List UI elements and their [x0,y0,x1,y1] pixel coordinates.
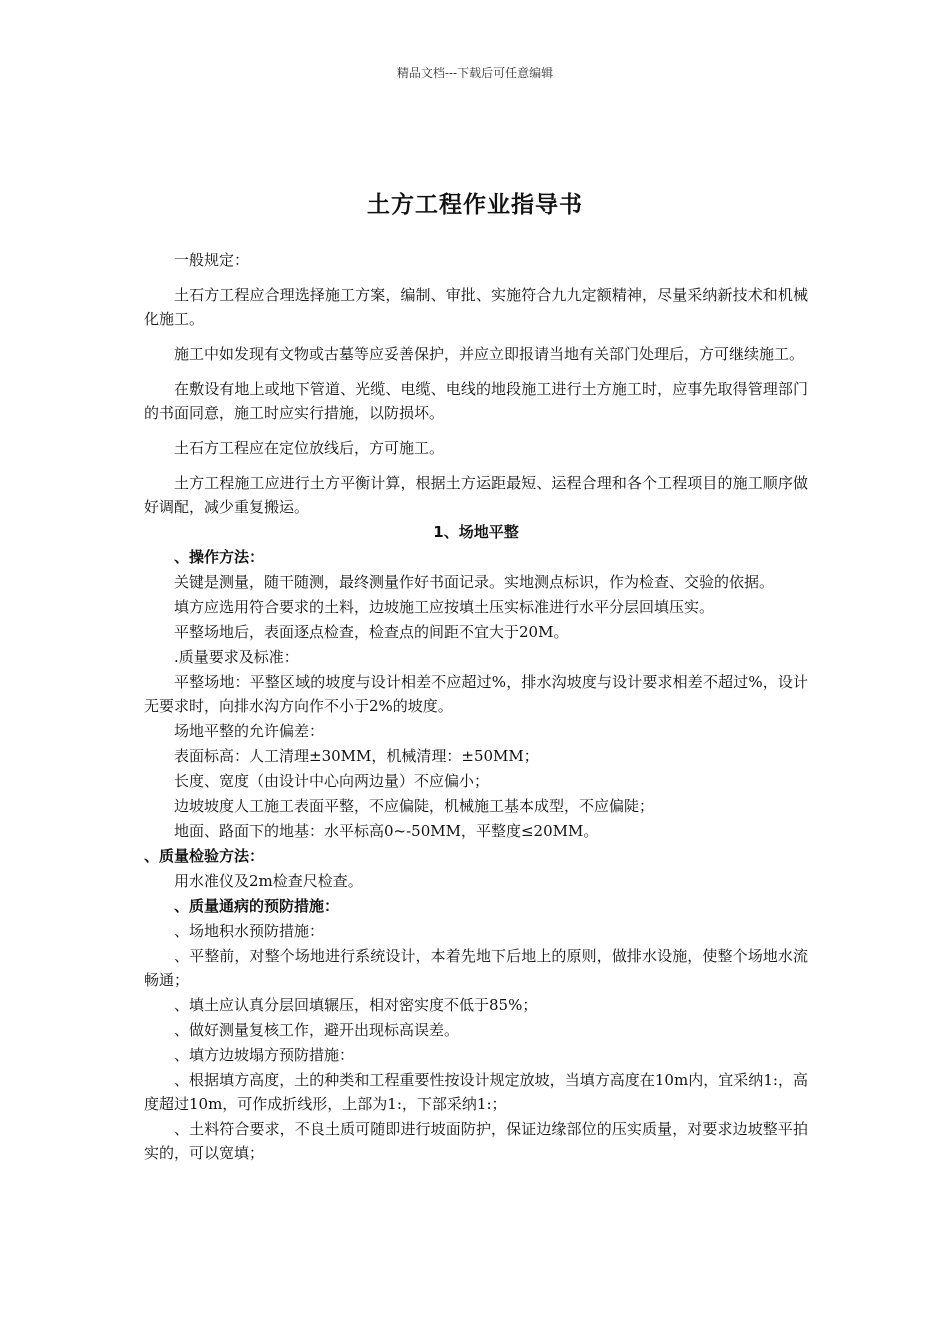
paragraph: 施工中如发现有文物或古墓等应妥善保护，并应立即报请当地有关部门处理后，方可继续施工。 [174,345,805,363]
paragraph: 、平整前，对整个场地进行系统设计，本着先地下后地上的原则，做排水设施，使整个场地水流畅通； [144,947,808,989]
document-body [144,248,808,1166]
paragraph: 填方应选用符合要求的土料，边坡施工应按填土压实标准进行水平分层回填压实。 [174,598,715,616]
paragraph: 平整场地：平整区域的坡度与设计相差不应超过%，排水沟坡度与设计要求相差不超过%，设计无要求时，向排水沟方向作不小于2%的坡度。 [144,673,808,715]
paragraph: 边坡坡度人工施工表面平整，不应偏陡，机械施工基本成型，不应偏陡； [174,797,655,815]
paragraph: 用水准仪及2m检查尺检查。 [174,872,363,890]
subsection-heading: 、操作方法： [174,548,265,566]
paragraph: 表面标高：人工清理±30MM，机械清理：±50MM； [174,747,539,765]
paragraph: 关键是测量，随干随测，最终测量作好书面记录。实地测点标识，作为检查、交验的依据。 [174,573,775,591]
paragraph: 土方工程施工应进行土方平衡计算，根据土方运距最短、运程合理和各个工程项目的施工顺序做好调配，减少重复搬运。 [144,474,808,516]
subsection-heading: 、质量通病的预防措施： [174,897,340,915]
paragraph: 长度、宽度（由设计中心向两边量）不应偏小； [174,772,490,790]
paragraph: 在敷设有地上或地下管道、光缆、电缆、电线的地段施工进行土方施工时，应事先取得管理部门的书面同意，施工时应实行措施，以防损坏。 [144,380,808,422]
paragraph: 地面、路面下的地基：水平标高0~-50MM，平整度≤20MM。 [174,822,599,840]
paragraph: 、场地积水预防措施： [174,922,325,940]
paragraph: 土石方工程应在定位放线后，方可施工。 [174,439,445,457]
page-header: 精品文档---下载后可任意编辑 [396,66,554,80]
paragraph: 平整场地后，表面逐点检查，检查点的间距不宜大于20M。 [174,623,569,641]
paragraph: 、填方边坡塌方预防措施： [174,1046,355,1064]
paragraph: 土石方工程应合理选择施工方案，编制、审批、实施符合九九定额精神，尽量采纳新技术和机械化施工。 [144,286,808,328]
document-title: 土方工程作业指导书 [367,192,583,218]
section-heading: 1、场地平整 [433,523,519,541]
paragraph: 场地平整的允许偏差： [174,722,325,740]
paragraph: .质量要求及标准： [174,648,299,666]
paragraph: 、填土应认真分层回填辗压，相对密实度不低于85%； [174,996,538,1014]
paragraph: 一般规定： [174,251,250,269]
paragraph: 、根据填方高度，土的种类和工程重要性按设计规定放坡，当填方高度在10m内，宜采纳1:，高度超过10m，可作成折线形，上部为1:，下部采纳1:； [144,1071,808,1113]
paragraph: 、做好测量复核工作，避开出现标高误差。 [174,1021,460,1039]
paragraph: 、土料符合要求，不良土质可随即进行坡面防护，保证边缘部位的压实质量，对要求边坡整平拍实的，可以宽填； [144,1120,808,1162]
subsection-heading: 、质量检验方法： [144,847,265,865]
